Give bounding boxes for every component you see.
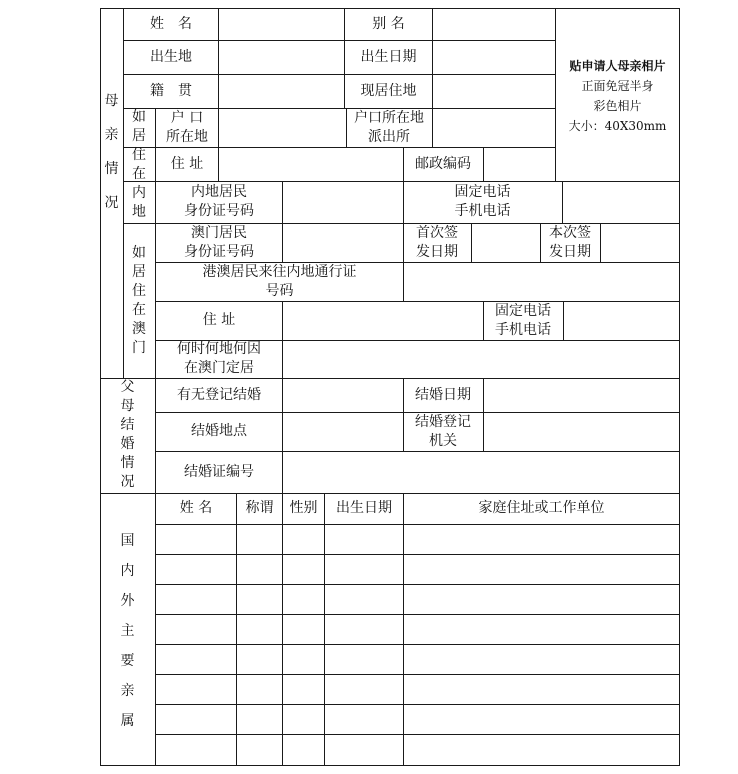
relatives-header-name: 姓 名 — [179, 500, 213, 516]
this-issue-field[interactable] — [601, 224, 679, 262]
native-place-field[interactable] — [219, 75, 343, 108]
marriage-section-label: 父 母 结 婚 情 况 — [120, 379, 135, 490]
birthdate-field[interactable] — [433, 41, 554, 74]
macau-id-field[interactable] — [283, 224, 402, 262]
marriage-place-field[interactable] — [283, 413, 402, 451]
household-place-label: 户 口 所在地 — [166, 109, 208, 145]
photo-placeholder — [556, 56, 679, 136]
this-issue-label: 本次签 发日期 — [549, 224, 591, 260]
marriage-registered-field[interactable] — [283, 379, 402, 412]
mainland-residence-label: 如 居 住 在 内 地 — [132, 109, 146, 220]
relatives-section-label: 国 内 外 主 要 亲 属 — [120, 533, 135, 729]
macau-id-label: 澳门居民 身份证号码 — [184, 224, 254, 260]
marriage-certificate-field[interactable] — [283, 452, 679, 493]
relatives-table-body[interactable] — [156, 525, 679, 765]
marriage-authority-field[interactable] — [484, 413, 679, 451]
photo-line1: 正面免冠半身 — [581, 79, 654, 93]
hk-macau-permit-label: 港澳居民来往内地通行证 号码 — [202, 263, 357, 299]
mainland-id-field[interactable] — [283, 182, 402, 223]
phone-field[interactable] — [563, 182, 679, 223]
household-police-field[interactable] — [433, 109, 554, 147]
photo-title: 贴申请人母亲相片 — [569, 59, 666, 73]
marriage-date-label: 结婚日期 — [415, 386, 471, 403]
alias-field[interactable] — [433, 9, 554, 40]
relatives-header-relation: 称谓 — [245, 500, 274, 516]
macau-residence-label: 如 居 住 在 澳 门 — [132, 245, 146, 356]
relatives-header-gender: 性别 — [289, 500, 318, 516]
current-residence-label: 现居住地 — [360, 82, 417, 99]
photo-line2: 彩色相片 — [593, 99, 642, 113]
macau-phone-label: 固定电话 手机电话 — [495, 302, 551, 338]
macau-address-field[interactable] — [283, 302, 482, 340]
macau-phone-field[interactable] — [564, 302, 679, 340]
household-police-label: 户口所在地 派出所 — [354, 109, 424, 145]
name-label: 姓 名 — [150, 15, 192, 32]
first-issue-label: 首次签 发日期 — [416, 224, 458, 260]
postal-code-field[interactable] — [484, 148, 554, 181]
hk-macau-permit-field[interactable] — [404, 263, 679, 301]
native-place-label: 籍 贯 — [150, 82, 192, 99]
macau-address-label: 住 址 — [202, 312, 236, 328]
marriage-authority-label: 结婚登记 机关 — [415, 413, 471, 449]
marriage-date-field[interactable] — [484, 379, 679, 412]
birthplace-field[interactable] — [219, 41, 343, 74]
birthplace-label: 出生地 — [150, 48, 192, 65]
birthdate-label: 出生日期 — [360, 48, 417, 65]
photo-size: 大小：40X30mm — [568, 119, 667, 133]
marriage-certificate-label: 结婚证编号 — [184, 463, 254, 480]
address-label: 住 址 — [170, 155, 204, 172]
marriage-place-label: 结婚地点 — [191, 423, 247, 439]
marriage-registered-label: 有无登记结婚 — [177, 386, 261, 403]
address-field[interactable] — [219, 148, 402, 181]
postal-code-label: 邮政编码 — [415, 155, 471, 172]
settle-info-field[interactable] — [283, 341, 679, 378]
first-issue-field[interactable] — [472, 224, 539, 262]
relatives-header-birthdate: 出生日期 — [336, 500, 392, 516]
phone-label: 固定电话 手机电话 — [454, 184, 511, 219]
settle-info-label: 何时何地何因 在澳门定居 — [177, 341, 261, 376]
relatives-header-address: 家庭住址或工作单位 — [478, 500, 605, 516]
mother-section-label: 母 亲 情 况 — [104, 93, 119, 211]
name-field[interactable] — [219, 9, 343, 40]
alias-label: 别 名 — [372, 15, 405, 32]
household-place-field[interactable] — [219, 109, 345, 147]
mainland-id-label: 内地居民 身份证号码 — [184, 184, 254, 219]
current-residence-field[interactable] — [433, 75, 554, 108]
